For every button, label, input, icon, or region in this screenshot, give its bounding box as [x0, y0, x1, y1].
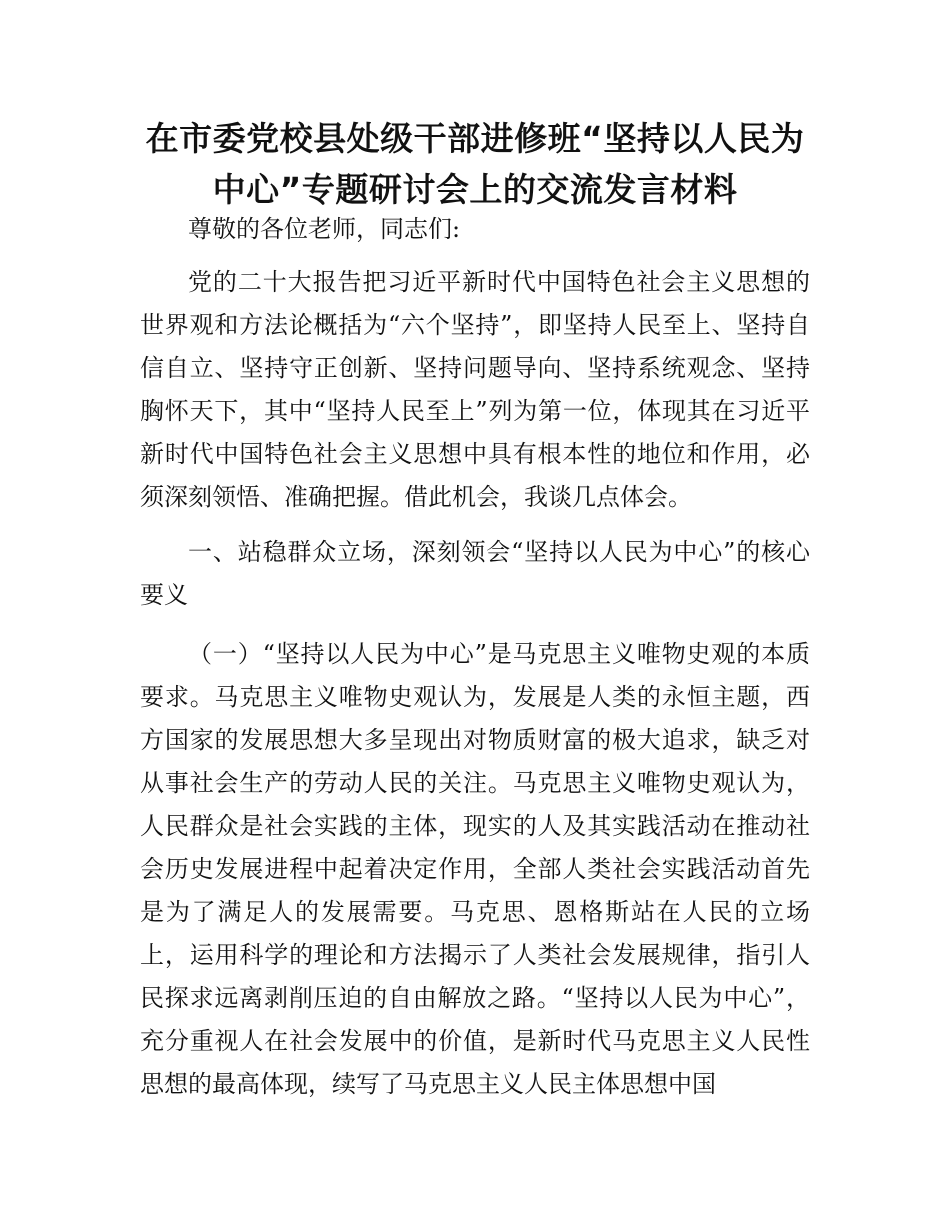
document-title	[110, 113, 840, 215]
title-line-1: 在市委党校县处级干部进修班“坚持以人民为	[145, 119, 805, 158]
section-heading-1: 一、站稳群众立场，深刻领会“坚持以人民为中心”的核心要义	[140, 538, 810, 609]
paragraph-intro: 党的二十大报告把习近平新时代中国特色社会主义思想的世界观和方法论概括为“六个坚持”，即坚持人民至上、坚持自信自立、坚持守正创新、坚持问题导向、坚持系统观念、坚持胸怀天下，其中“坚持人民至上”列为第一位，体现其在习近平新时代中国特色社会主义思想中具有根本性的地位和作用，必须深刻领悟、准确把握。借此机会，我谈几点体会。	[140, 268, 810, 511]
document-body	[140, 208, 810, 1106]
paragraph-subsection-1: （一）“坚持以人民为中心”是马克思主义唯物史观的本质要求。马克思主义唯物史观认为，发展是人类的永恒主题，西方国家的发展思想大多呈现出对物质财富的极大追求，缺乏对从事社会生产的劳动人民的关注。马克思主义唯物史观认为，人民群众是社会实践的主体，现实的人及其实践活动在推动社会历史发展进程中起着决定作用，全部人类社会实践活动首先是为了满足人的发展需要。马克思、恩格斯站在人民的立场上，运用科学的理论和方法揭示了人类社会发展规律，指引人民探求远离剥削压迫的自由解放之路。“坚持以人民为中心”，充分重视人在社会发展中的价值，是新时代马克思主义人民性思想的最高体现，续写了马克思主义人民主体思想中国	[140, 640, 810, 1098]
title-line-2: 中心”专题研讨会上的交流发言材料	[212, 170, 738, 209]
salutation: 尊敬的各位老师，同志们:	[188, 215, 461, 243]
